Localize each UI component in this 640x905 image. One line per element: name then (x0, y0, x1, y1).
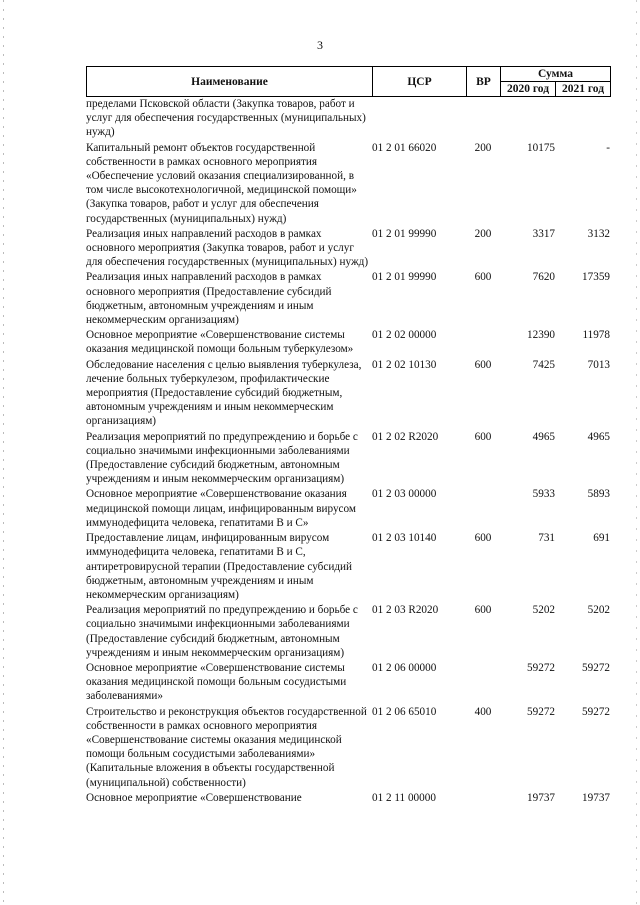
row-sum-2021-cell: 691 (593, 532, 610, 545)
row-csr-cell: 01 2 01 99990 (372, 227, 437, 240)
row-name-cell: Основное мероприятие «Совершенствование оказания медицинской помощи лицам, инфицированным вирусом иммунодефицита человека, гепатитами В и С» (86, 488, 356, 529)
page-number: 3 (317, 38, 323, 52)
row-sum-2020-cell: 5933 (532, 488, 555, 501)
scan-edge-right (636, 0, 637, 905)
scan-edge-left (3, 0, 4, 905)
row-vr-cell: 600 (474, 604, 492, 617)
table-row (86, 141, 610, 227)
row-sum-2021-cell: 7013 (587, 358, 610, 371)
row-sum-2020-cell: 4965 (532, 430, 555, 443)
row-sum-2020-cell: 7620 (532, 271, 555, 284)
row-name-cell: Реализация мероприятий по предупреждению и борьбе с социально значимыми инфекционными заболеваниями (Предоставление субсидий бюджетным, автономным учреждениям и иным некоммерческим организациям) (86, 430, 358, 486)
row-sum-2021-cell: 5202 (587, 604, 610, 617)
row-vr-cell: 600 (474, 532, 492, 545)
row-csr-cell: 01 2 06 00000 (372, 661, 437, 674)
row-vr-cell: 600 (474, 358, 492, 371)
row-vr-cell: 400 (474, 705, 492, 718)
row-name-cell: Реализация иных направлений расходов в рамках основного мероприятия (Закупка товаров, работ и услуг для обеспечения государственных (муниципальных) нужд) (86, 227, 369, 269)
header-year-2021: 2021 год (556, 82, 611, 97)
row-sum-2021-cell: - (606, 141, 610, 154)
header-csr: ЦСР (373, 67, 467, 97)
header-sum: Сумма (501, 67, 611, 82)
row-sum-2020-cell: 731 (538, 532, 555, 545)
row-name-cell: Капитальный ремонт объектов государственной собственности в рамках основного мероприятия «Обеспечение условий оказания специализированной, в том числе высокотехнологичной, медицинской помощи» (Закупка товаров, работ и услуг для обеспечения государственных (муниципальных) нужд) (86, 141, 357, 225)
row-name-cell: Реализация мероприятий по предупреждению и борьбе с социально значимыми инфекционными заболеваниями (Предоставление субсидий бюджетным, автономным учреждениям и иным некоммерческим организациям) (86, 604, 358, 659)
header-year-2020: 2020 год (501, 82, 556, 97)
row-csr-cell: 01 2 03 R2020 (372, 604, 439, 617)
row-sum-2021-cell: 19737 (582, 791, 610, 804)
row-sum-2021-cell: 11978 (582, 329, 610, 342)
row-vr-cell (466, 791, 500, 806)
header-name: Наименование (87, 67, 373, 97)
row-sum-2020-cell: 59272 (527, 661, 555, 674)
row-csr-cell: 01 2 01 99990 (372, 271, 437, 284)
row-sum-2021-cell: 5893 (587, 488, 610, 501)
row-sum-2021-cell: 59272 (582, 661, 610, 674)
table-row (86, 328, 610, 357)
row-name-cell: Обследование населения с целью выявления туберкулеза, лечение больных туберкулезом, профилактические мероприятия (Предоставление субсидий бюджетным, автономным учреждениям и иным некоммерческим организациям) (86, 358, 362, 428)
row-vr-cell: 200 (474, 141, 492, 154)
row-csr-cell: 01 2 02 00000 (372, 329, 437, 342)
row-vr-cell (466, 97, 500, 141)
row-name-cell: Основное мероприятие «Совершенствование системы оказания медицинской помощи больным сосудистыми заболеваниями» (86, 661, 347, 703)
row-vr-cell: 600 (474, 271, 492, 284)
header-vr: ВР (467, 67, 501, 97)
row-csr-cell: 01 2 11 00000 (372, 791, 436, 804)
row-vr-cell: 200 (474, 227, 492, 240)
row-sum-2021-cell: 17359 (582, 271, 610, 284)
table-row (86, 358, 610, 430)
table-row (86, 97, 610, 141)
table-row (86, 227, 610, 271)
table-row (86, 791, 610, 806)
row-vr-cell (466, 328, 500, 357)
row-sum-2020-cell: 7425 (532, 358, 555, 371)
table-row (86, 531, 610, 603)
row-sum-2020-cell: 5202 (532, 604, 555, 617)
row-sum-2020-cell: 12390 (527, 329, 555, 342)
table-row (86, 661, 610, 705)
row-vr-cell (466, 661, 500, 705)
table-body (86, 97, 610, 806)
row-sum-2020-cell: 19737 (527, 791, 555, 804)
row-vr-cell (466, 487, 500, 531)
row-name-cell: пределами Псковской области (Закупка товаров, работ и услуг для обеспечения государственных (муниципальных) нужд) (86, 98, 366, 139)
row-sum-2021-cell (555, 97, 610, 141)
row-sum-2021-cell: 4965 (587, 430, 610, 443)
budget-table (86, 66, 610, 806)
row-csr-cell: 01 2 02 10130 (372, 358, 437, 371)
row-csr-cell: 01 2 02 R2020 (372, 430, 439, 443)
row-csr-cell (372, 97, 466, 141)
row-name-cell: Строительство и реконструкция объектов государственной собственности в рамках основного мероприятия «Совершенствование системы оказания медицинской помощи больным сосудистыми заболеваниями» (Капитальные вложения в объекты государственной (муниципальной) собственности) (86, 705, 367, 789)
row-sum-2020-cell: 59272 (527, 705, 555, 718)
row-sum-2020-cell: 3317 (532, 227, 555, 240)
row-name-cell: Основное мероприятие «Совершенствование системы оказания медицинской помощи больным туберкулезом» (86, 329, 354, 356)
table-row (86, 603, 610, 661)
row-csr-cell: 01 2 06 65010 (372, 705, 437, 718)
table-row (86, 430, 610, 488)
row-csr-cell: 01 2 03 00000 (372, 488, 437, 501)
table-row (86, 705, 610, 791)
row-csr-cell: 01 2 01 66020 (372, 141, 437, 154)
row-sum-2020-cell: 10175 (527, 141, 555, 154)
row-name-cell: Реализация иных направлений расходов в рамках основного мероприятия (Предоставление субсидий бюджетным, автономным учреждениям и иным некоммерческим организациям) (86, 271, 332, 327)
row-sum-2021-cell: 59272 (582, 705, 610, 718)
row-sum-2021-cell: 3132 (587, 227, 610, 240)
table-header (86, 66, 611, 97)
row-csr-cell: 01 2 03 10140 (372, 532, 437, 545)
table-row (86, 270, 610, 328)
table-row (86, 487, 610, 531)
row-sum-2020-cell (500, 97, 555, 141)
row-name-cell: Предоставление лицам, инфицированным вирусом иммунодефицита человека, гепатитами В и С, антиретровирусной терапии (Предоставление субсидий бюджетным, автономным учреждениям и иным некоммерческим организациям) (86, 532, 352, 601)
row-vr-cell: 600 (474, 430, 492, 443)
row-name-cell: Основное мероприятие «Совершенствование (86, 791, 302, 804)
